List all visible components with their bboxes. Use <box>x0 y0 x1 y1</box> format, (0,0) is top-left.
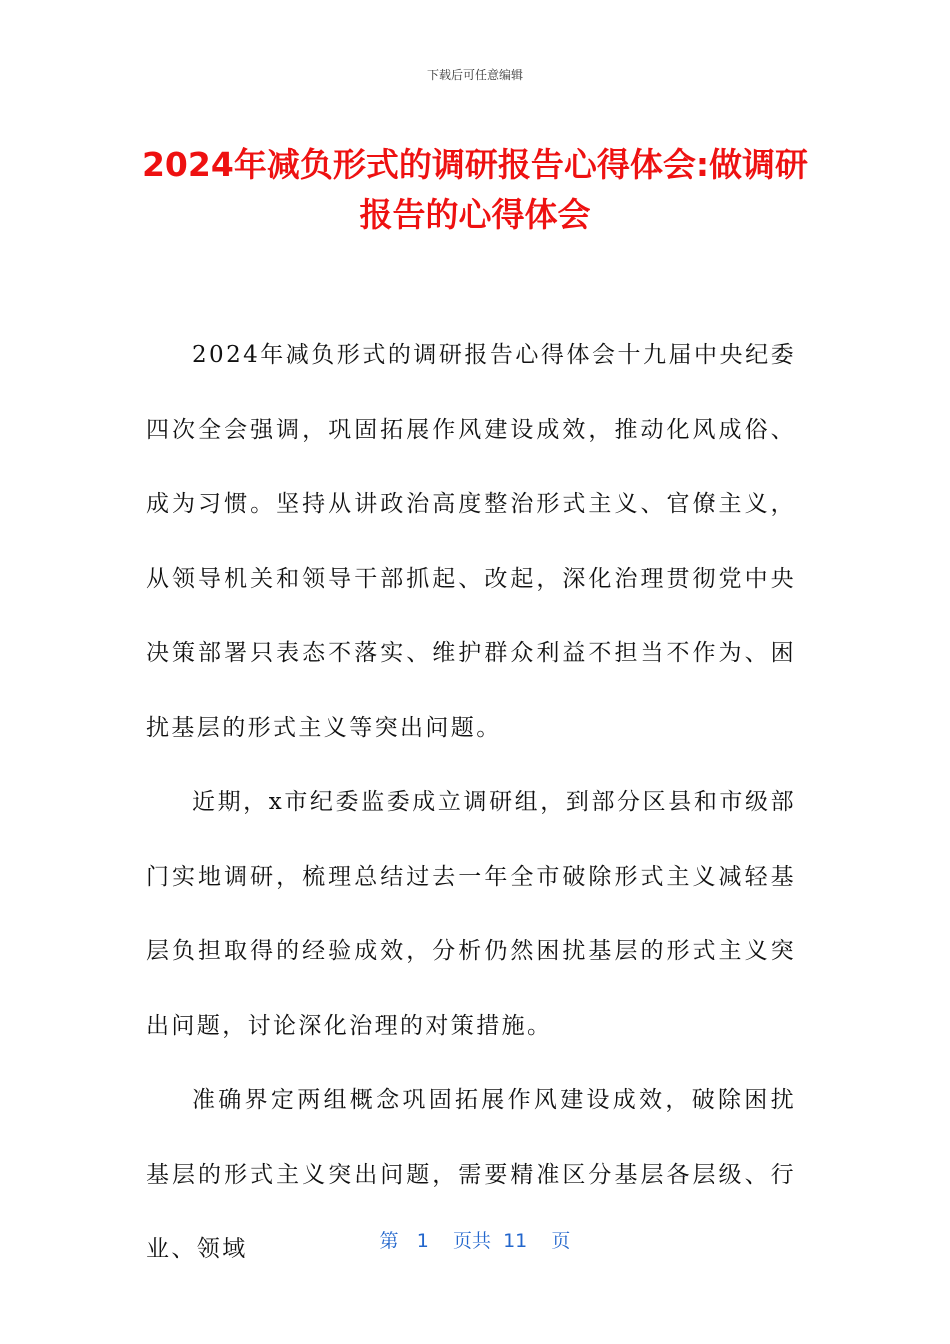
page-label-prefix: 第 <box>379 1230 399 1252</box>
document-title: 2024年减负形式的调研报告心得体会:做调研报告的心得体会 <box>141 145 809 234</box>
page-label-suffix: 页 <box>551 1230 571 1252</box>
current-page-number: 1 <box>416 1230 429 1252</box>
paragraph: 近期，x市纪委监委成立调研组，到部分区县和市级部门实地调研，梳理总结过去一年全市破除形式主义减轻基层负担取得的经验成效，分析仍然困扰基层的形式主义突出问题，讨论深化治理的对策措施。 <box>146 789 796 1039</box>
header-note: 下载后可任意编辑 <box>426 68 523 82</box>
total-pages-number: 11 <box>503 1230 528 1252</box>
paragraph: 准确界定两组概念巩固拓展作风建设成效，破除困扰基层的形式主义突出问题，需要精准区分基层各层级、行业、领域 <box>146 1087 796 1262</box>
paragraph: 2024年减负形式的调研报告心得体会十九届中央纪委四次全会强调，巩固拓展作风建设成效，推动化风成俗、成为习惯。坚持从讲政治高度整治形式主义、官僚主义，从领导机关和领导干部抓起、改起，深化治理贯彻党中央决策部署只表态不落实、维护群众利益不担当不作为、困扰基层的形式主义等突出问题。 <box>146 342 796 741</box>
page-label-middle: 页共 <box>452 1230 491 1252</box>
page-footer <box>0 1226 950 1253</box>
document-body <box>146 318 796 1287</box>
